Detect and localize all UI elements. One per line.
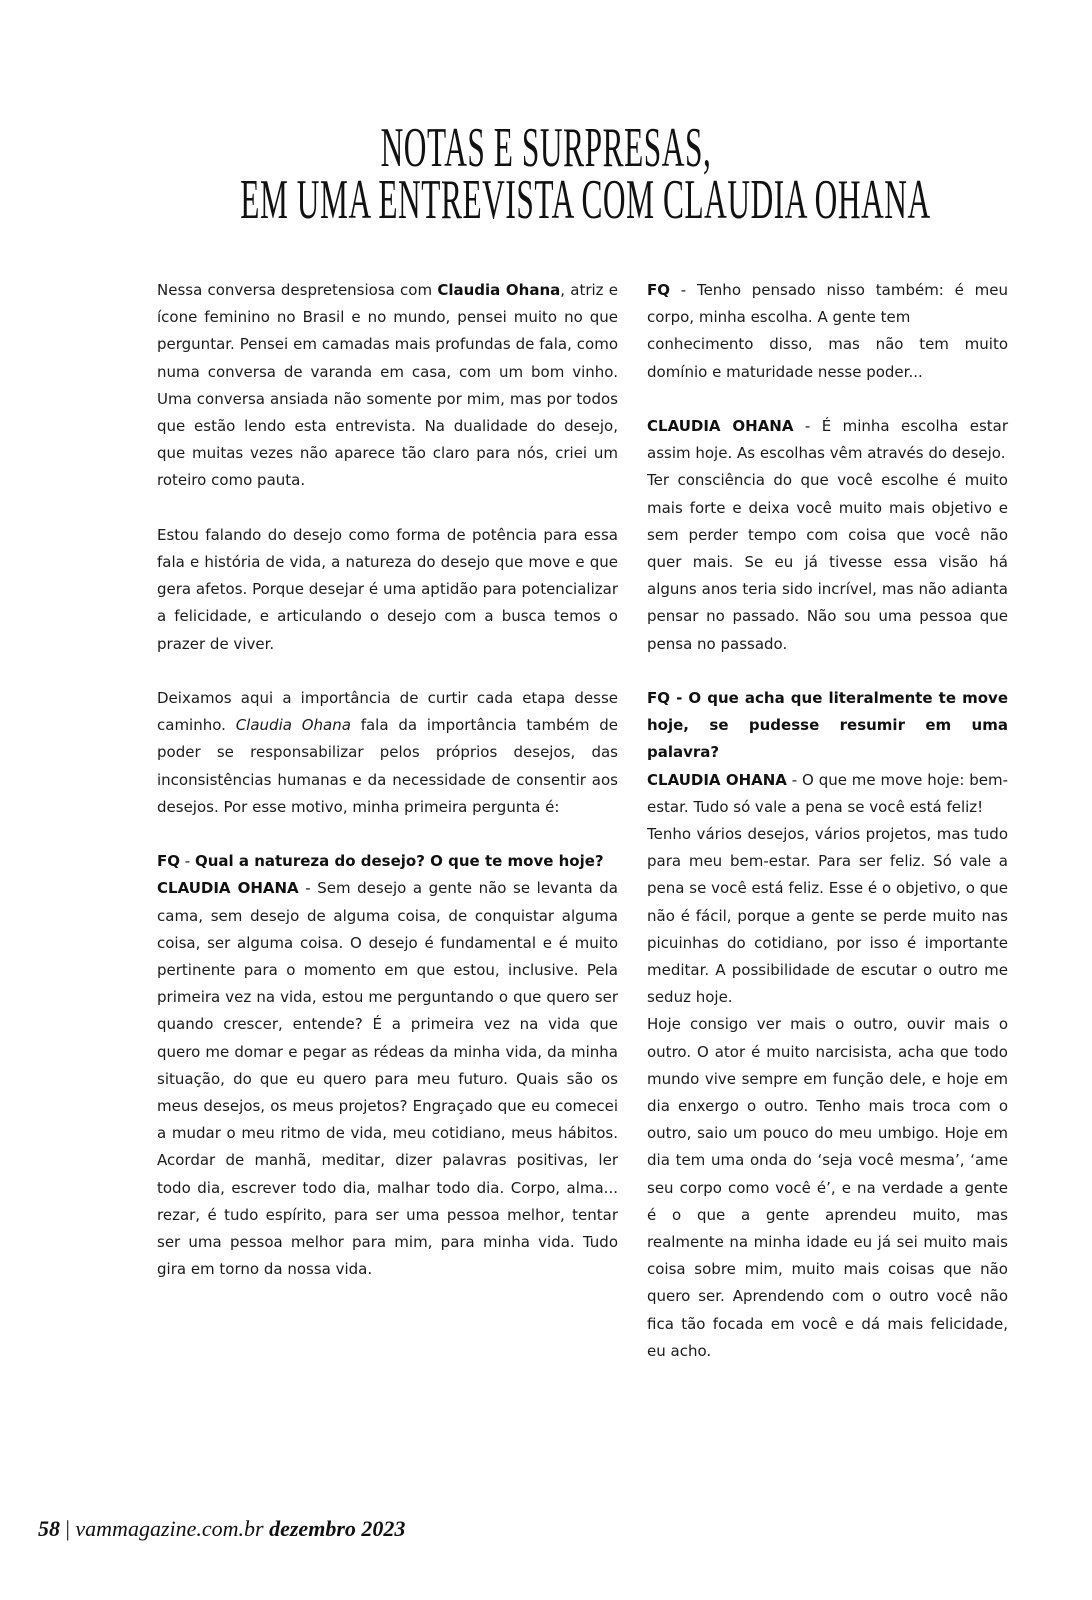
question-1	[157, 848, 618, 875]
answer-text: - O que me move hoje: bem-estar. Tudo só vale a pena se você está feliz!	[647, 770, 1008, 816]
text: , atriz e ícone feminino no Brasil e no mundo, pensei muito no que perguntar. Pensei em camadas mais profundas de fala, como numa conversa de varanda em casa, com um bom vinho. Uma conversa ansiada não somente por mim, mas por todos que estão lendo esta entrevista. Na dualidade do desejo, que muitas vezes não aparece tão claro para nós, criei um roteiro como pauta.	[157, 281, 618, 490]
answer-text: - É minha escolha estar assim hoje. As escolhas vêm através do desejo.	[647, 417, 1008, 463]
page-number: 58	[38, 1516, 60, 1541]
question-text: - O que acha que literalmente te move hoje, se pudesse resumir em uma palavra?	[647, 689, 1008, 762]
issue-date: dezembro 2023	[263, 1516, 406, 1541]
question-3	[647, 685, 1008, 767]
question-text: Qual a natureza do desejo? O que te move hoje?	[194, 852, 604, 871]
interviewee-name-italic: Claudia Ohana	[235, 716, 351, 735]
interviewer-label: FQ	[157, 852, 180, 871]
question-2-cont: conhecimento disso, mas não tem muito domínio e maturidade nesse poder...	[647, 335, 1008, 381]
paragraph	[157, 685, 618, 821]
footer-separator: |	[60, 1516, 76, 1541]
interviewee-name: Claudia Ohana	[437, 281, 561, 299]
interviewer-label: FQ	[647, 689, 670, 708]
answer-2	[647, 413, 1008, 467]
text: Deixamos aqui a importância de curtir cada etapa desse caminho.	[157, 689, 618, 735]
intro-paragraph	[157, 277, 618, 495]
page-footer	[38, 1516, 405, 1542]
answer-text: - Sem desejo a gente não se levanta da cama, sem desejo de alguma coisa, de conquistar alguma coisa, ser alguma coisa. O desejo é fundamental e é muito pertinente para o momento em que estou, inclusive. Pela primeira vez na vida, estou me perguntando o que quero ser quando crescer, entende? É a primeira vez na vida que quero me domar e pegar as rédeas da minha vida, da minha situação, do que eu quero para meu futuro. Quais são os meus desejos, os meus projetos? Engraçado que eu comecei a mudar o meu ritmo de vida, meu cotidiano, meus hábitos. Acordar de manhã, meditar, dizer palavras positivas, ler todo dia, escrever todo dia, malhar todo dia. Corpo, alma... rezar, é tudo espírito, para ser uma pessoa melhor, tentar ser uma pessoa melhor para mim, para minha vida. Tudo gira em torno da nossa vida.	[157, 879, 619, 1279]
answer-1	[157, 875, 618, 1283]
article-title	[0, 117, 1092, 231]
answer-3	[647, 767, 1008, 821]
magazine-site: vammagazine.com.br	[75, 1516, 264, 1541]
right-column	[647, 277, 1008, 1365]
title-line-1: NOTAS E SURPRESAS,	[380, 117, 712, 179]
answer-3-cont: Hoje consigo ver mais o outro, ouvir mais o outro. O ator é muito narcisista, acha que todo mundo vive sempre em função dele, e hoje em dia enxergo o outro. Tenho mais troca com o outro, saio um pouco do meu umbigo. Hoje em dia tem uma onda do ‘seja você mesma’, ‘ame seu corpo como você é’, e na verdade a gente é o que a gente aprendeu muito, mas realmente na minha idade eu já sei muito mais coisa sobre mim, muito mais coisas que não quero ser. Aprendendo com o outro você não fica tão focada em você e dá mais felicidade, eu acho.	[647, 1015, 1008, 1360]
text: Nessa conversa despretensiosa com	[157, 281, 438, 299]
separator: -	[180, 852, 195, 871]
interviewee-label: CLAUDIA OHANA	[157, 879, 299, 898]
question-text: - Tenho pensado nisso também: é meu corpo, minha escolha. A gente tem	[647, 281, 1008, 327]
answer-2-cont: Ter consciência do que você escolhe é muito mais forte e deixa você muito mais objetivo e sem perder tempo com coisa que você não quer mais. Se eu já tivesse essa visão há alguns anos teria sido incrível, mas não adianta pensar no passado. Não sou uma pessoa que pensa no passado.	[647, 471, 1008, 653]
paragraph: Estou falando do desejo como forma de potência para essa fala e história de vida, a natureza do desejo que move e que gera afetos. Porque desejar é uma aptidão para potencializar a felicidade, e articulando o desejo com a busca temos o prazer de viver.	[157, 525, 618, 653]
interviewee-label: CLAUDIA OHANA	[647, 417, 794, 435]
title-line-2: EM UMA ENTREVISTA COM CLAUDIA OHANA	[240, 169, 931, 231]
interviewer-label: FQ	[647, 281, 670, 299]
left-column	[157, 277, 618, 1283]
question-2	[647, 277, 1008, 331]
interviewee-label: CLAUDIA OHANA	[647, 770, 787, 789]
text: fala da importância também de poder se responsabilizar pelos próprios desejos, das inconsistências humanas e da necessidade de consentir aos desejos. Por esse motivo, minha primeira pergunta é:	[157, 716, 619, 816]
answer-3-cont: Tenho vários desejos, vários projetos, mas tudo para meu bem-estar. Para ser feliz. Só vale a pena se você está feliz. Esse é o objetivo, o que não é fácil, porque a gente se perde muito nas picuinhas do cotidiano, por isso é importante meditar. A possibilidade de escutar o outro me seduz hoje.	[647, 825, 1008, 1007]
